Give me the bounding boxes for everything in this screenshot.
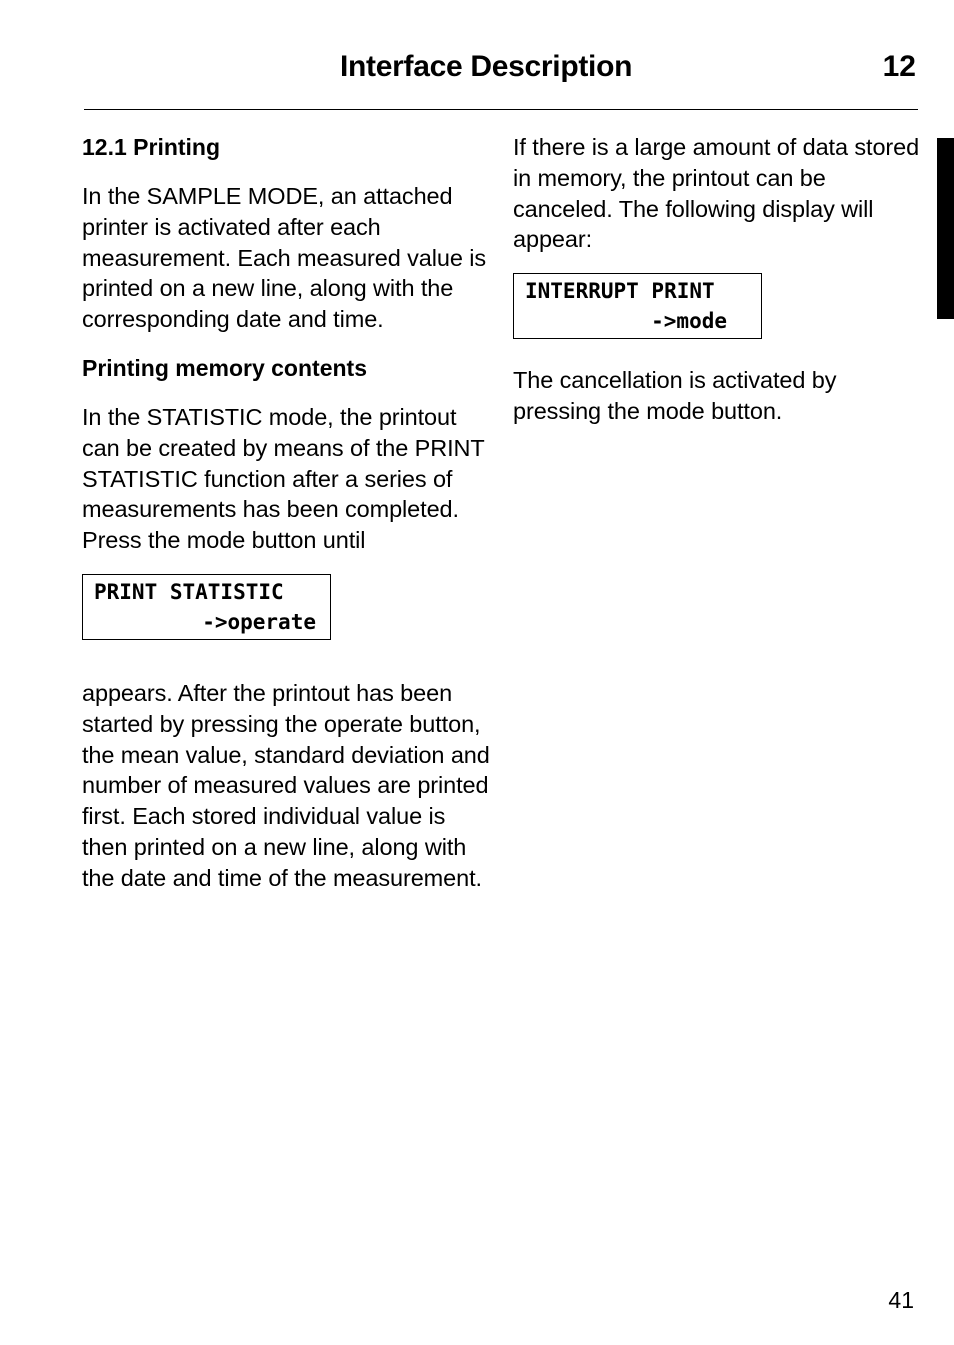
cancellation-paragraph: The cancellation is activated by pressing the mode button. bbox=[513, 367, 837, 424]
lcd-line-1: PRINT STATISTIC bbox=[94, 579, 284, 604]
lcd-line-2: ->mode bbox=[651, 309, 727, 334]
printout-paragraph: appears. After the printout has been started by pressing the operate button, the mean value, standard deviation and number of measured values are printed first. Each stored individual value is then printed on a new line, along with the date and time of the measurement. bbox=[82, 679, 490, 891]
lcd-display-print-statistic bbox=[82, 574, 331, 640]
statistic-mode-paragraph: In the STATISTIC mode, the printout can be created by means of the PRINT STATISTIC function after a series of measurements has been completed. Press the mode button until bbox=[82, 403, 485, 554]
sample-mode-paragraph: In the SAMPLE MODE, an attached printer is activated after each measurement. Each measured value is printed on a new line, along with the corresponding date and time. bbox=[82, 183, 487, 333]
section-heading: 12.1 Printing bbox=[82, 134, 221, 160]
left-column bbox=[82, 132, 492, 912]
subheading-memory: Printing memory contents bbox=[82, 354, 367, 381]
chapter-thumb-tab bbox=[937, 138, 954, 319]
large-data-paragraph: If there is a large amount of data stored in memory, the printout can be canceled. The following display will appear: bbox=[513, 134, 920, 253]
chapter-number: 12 bbox=[882, 50, 916, 83]
lcd-line-1: INTERRUPT PRINT bbox=[525, 279, 715, 304]
header-divider bbox=[84, 109, 918, 110]
page-number: 41 bbox=[888, 1287, 914, 1313]
chapter-title: Interface Description bbox=[340, 50, 633, 83]
right-column bbox=[513, 132, 923, 445]
lcd-line-2: ->operate bbox=[202, 609, 316, 634]
lcd-display-interrupt-print bbox=[513, 273, 762, 339]
